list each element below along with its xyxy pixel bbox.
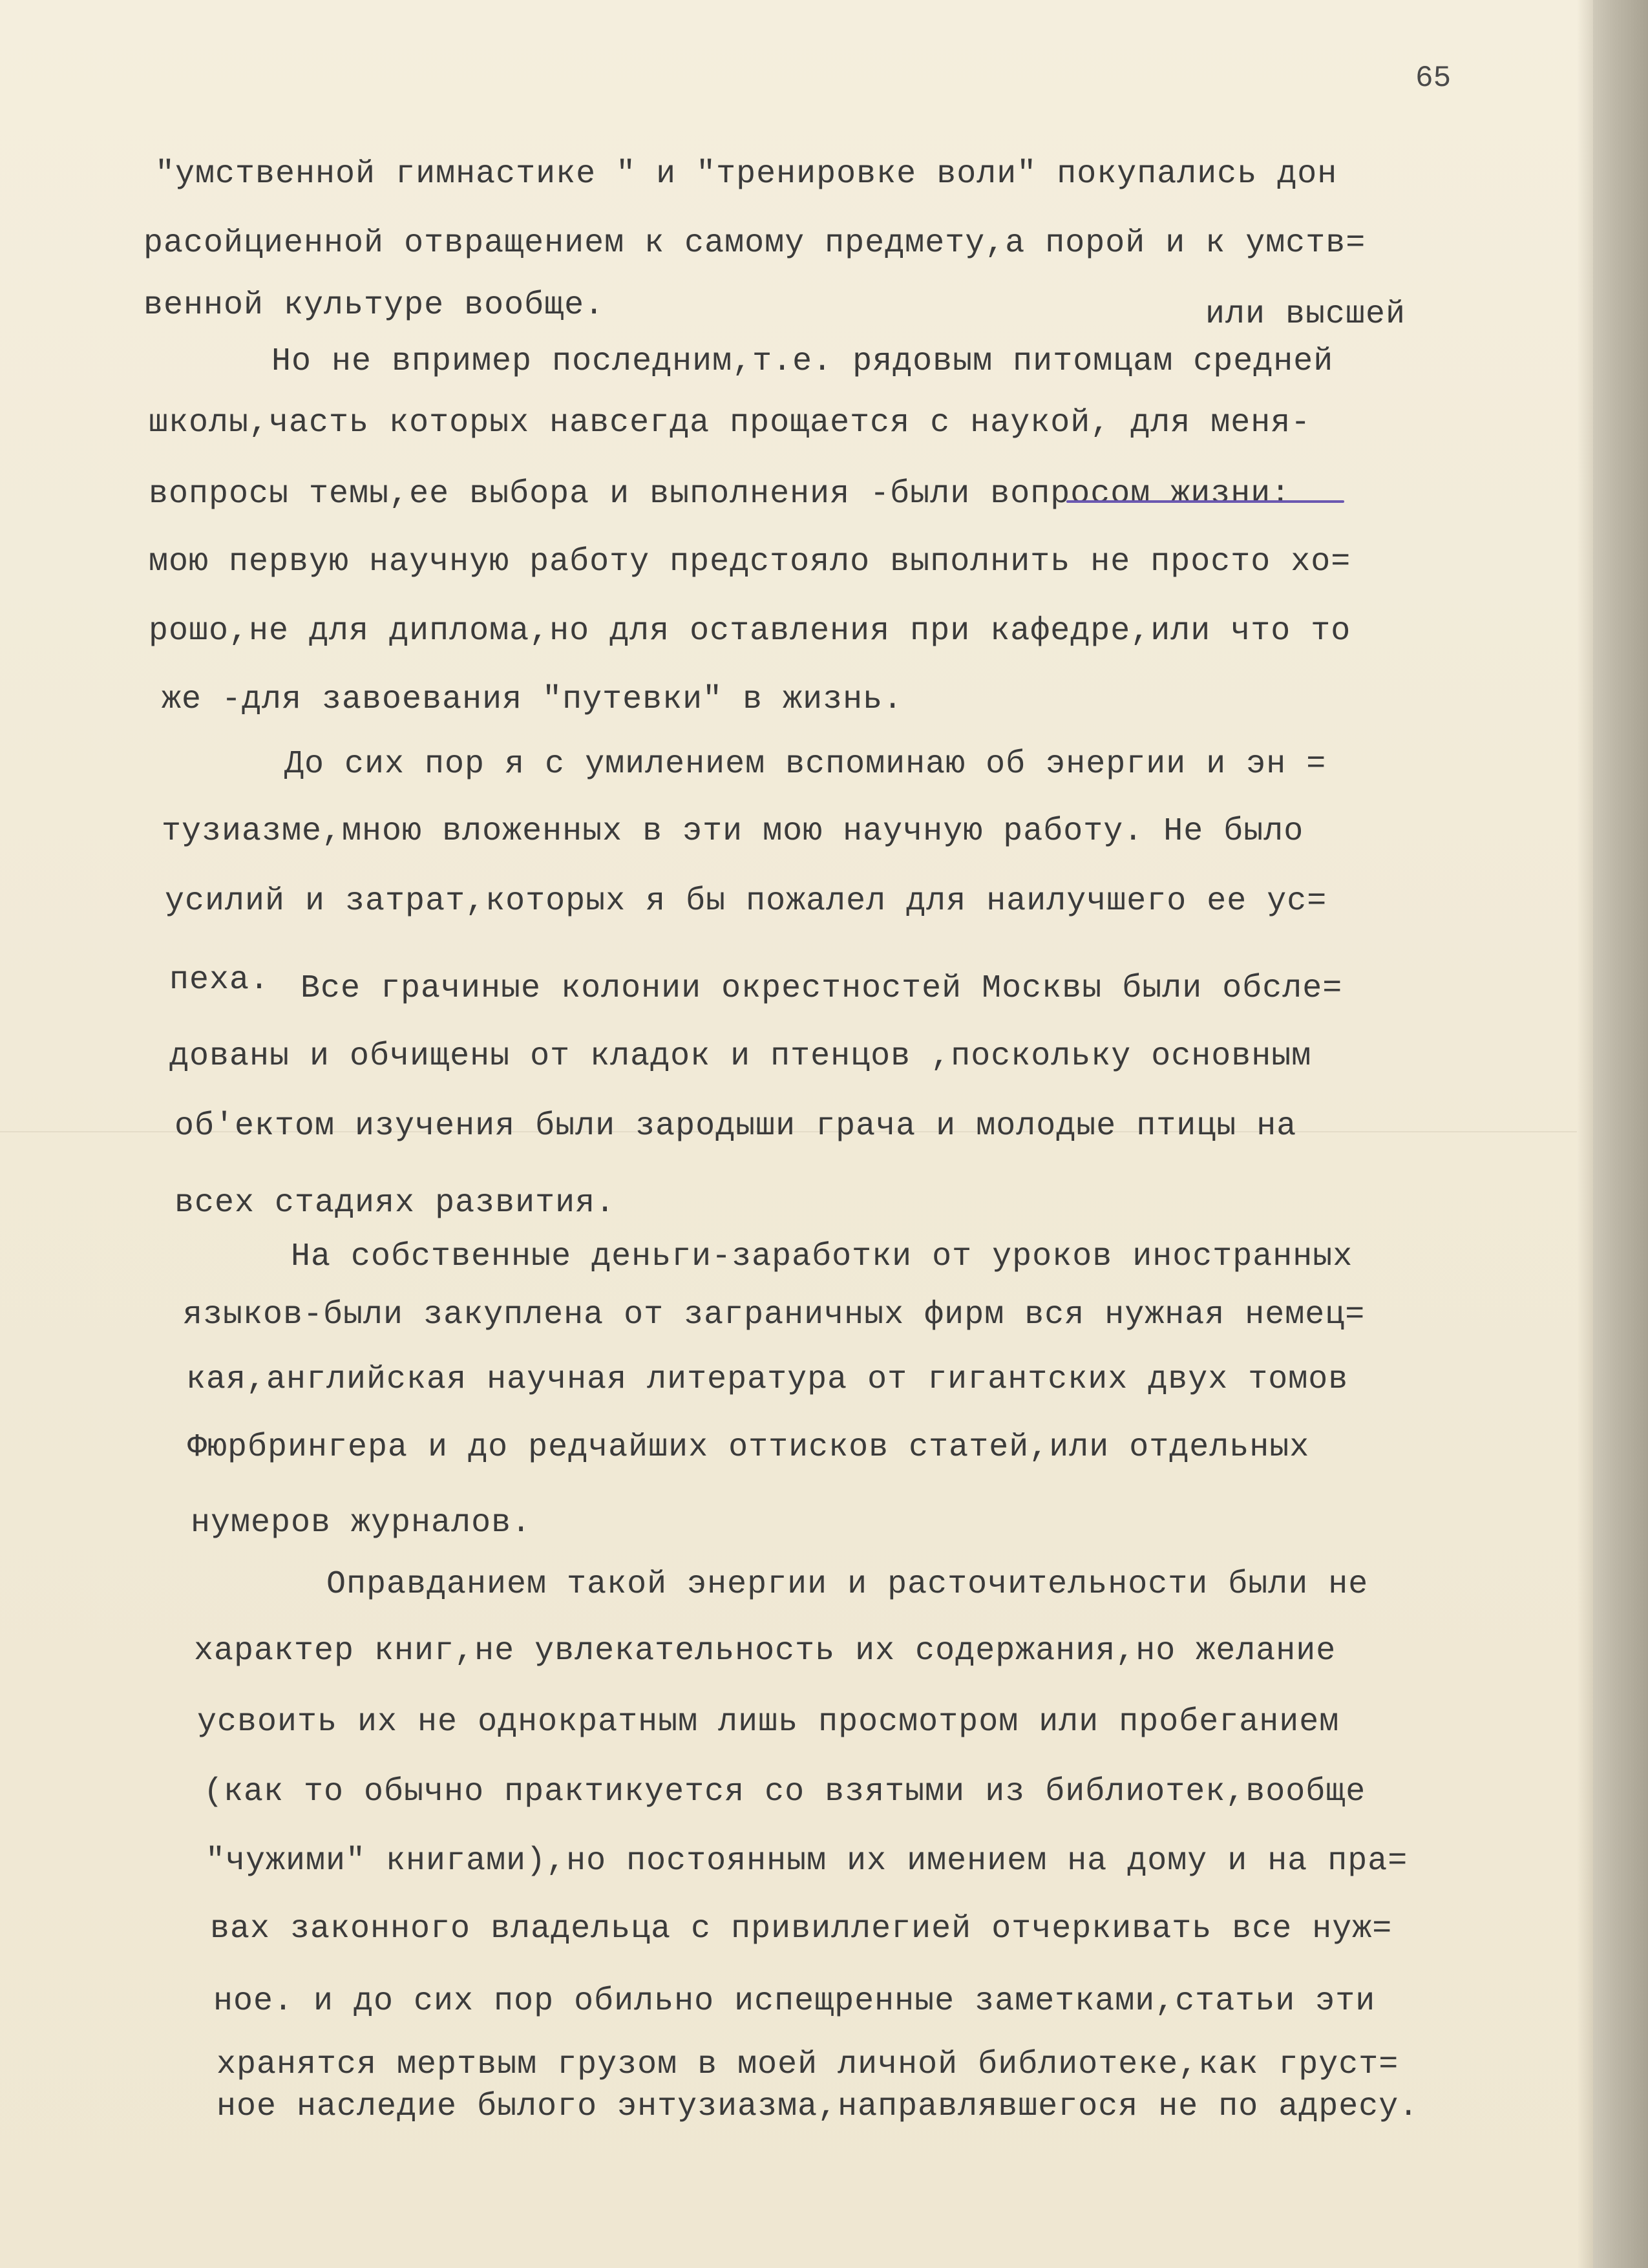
text-line-18: всех стадиях развития. <box>174 1185 616 1222</box>
background-edge <box>1593 0 1648 2268</box>
text-line-26: усвоить их не однократным лишь просмотром или пробеганием <box>197 1704 1340 1741</box>
text-line-24: Оправданием такой энергии и расточительности были не <box>326 1566 1369 1603</box>
text-line-7: вопросы темы,ее выбора и выполнения -были вопросом жизни: <box>149 476 1291 513</box>
text-line-17: об'ектом изучения были зародыши грача и молодые птицы на <box>174 1108 1297 1145</box>
text-line-21: кая,английская научная литература от гигантских двух томов <box>186 1361 1349 1398</box>
text-line-15: Все грачиные колонии окрестностей Москвы были обсле= <box>301 970 1343 1007</box>
text-line-25: характер книг,не увлекательность их содержания,но желание <box>194 1633 1336 1669</box>
text-line-16: дованы и обчищены от кладок и птенцов ,поскольку основным <box>169 1038 1312 1075</box>
text-line-19: На собственные деньги-заработки от уроков иностранных <box>291 1238 1353 1275</box>
text-line-31: хранятся мертвым грузом в моей личной библиотеке,как груст= <box>217 2046 1399 2083</box>
text-line-5: Но не впример последним,т.е. рядовым питомцам средней <box>271 343 1334 380</box>
page-edge-shadow <box>1577 0 1593 2268</box>
text-line-2: расойциенной отвращением к самому предмету,а порой и к умств= <box>143 225 1366 262</box>
text-line-27: (как то обычно практикуется со взятыми из библиотек,вообще <box>204 1774 1366 1810</box>
text-line-14: пеха. <box>169 962 270 999</box>
text-line-6: школы,часть которых навсегда прощается с наукой, для меня- <box>149 405 1311 441</box>
text-line-20: языков-были закуплена от заграничных фирм вся нужная немец= <box>183 1297 1366 1333</box>
text-line-8: мою первую научную работу предстояло выполнить не просто хо= <box>149 544 1351 580</box>
text-line-12: тузиазме,мною вложенных в эти мою научную работу. Не было <box>162 813 1304 850</box>
text-line-3: венной культуре вообще. <box>143 287 605 324</box>
pencil-underline <box>1066 500 1344 503</box>
text-line-1: "умственной гимнастике " и "тренировке воли" покупались дон <box>155 156 1338 193</box>
text-line-22: Фюрбрингера и до редчайших оттисков статей,или отдельных <box>187 1429 1310 1466</box>
text-line-11: До сих пор я с умилением вспоминаю об энергии и эн = <box>284 746 1327 783</box>
text-line-32: ное наследие былого энтузиазма,направлявшегося не по адресу. <box>217 2088 1419 2125</box>
text-line-13: усилий и затрат,которых я бы пожалел для наилучшего ее ус= <box>165 883 1327 920</box>
text-line-28: "чужими" книгами),но постоянным их имением на дому и на пра= <box>206 1843 1408 1880</box>
page-number: 65 <box>1415 61 1452 95</box>
text-line-29: вах законного владельца с привиллегией отчеркивать все нуж= <box>210 1911 1393 1947</box>
text-line-30: ное. и до сих пор обильно испещренные заметками,статьи эти <box>213 1983 1376 2020</box>
text-line-9: рошо,не для диплома,но для оставления при кафедре,или что то <box>149 613 1351 650</box>
text-line-4-insertion: или высшей <box>1205 296 1406 333</box>
text-line-23: нумеров журналов. <box>191 1505 532 1542</box>
text-line-10: же -для завоевания "путевки" в жизнь. <box>162 681 903 718</box>
